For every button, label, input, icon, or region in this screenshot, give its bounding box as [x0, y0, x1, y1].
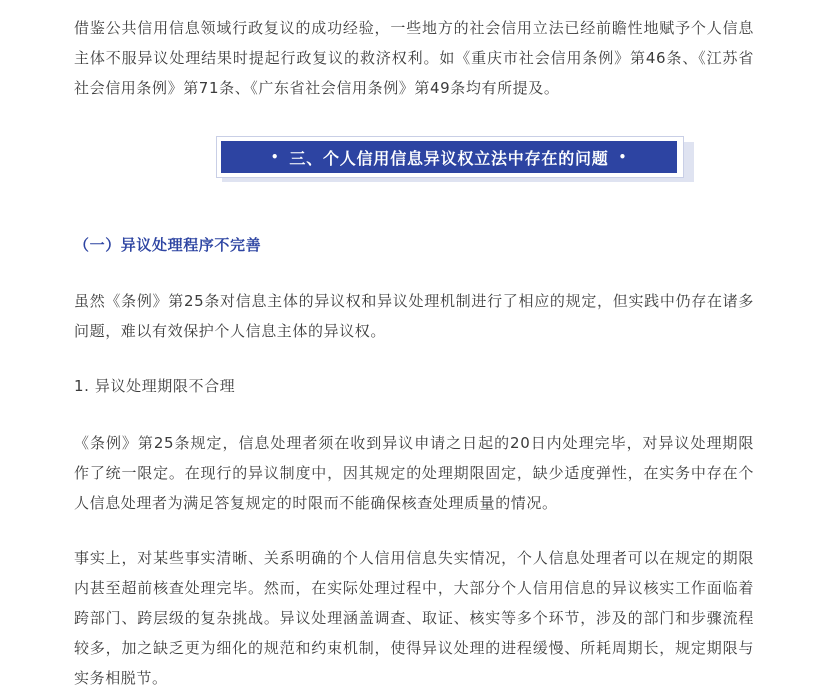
paragraph-practical-challenges: 事实上，对某些事实清晰、关系明确的个人信用信息失实情况，个人信息处理者可以在规定的期限内甚至超前核查处理完毕。然而，在实际处理过程中，大部分个人信用信息的异议核实工作面临着跨部门、跨层级的复杂挑战。异议处理涵盖调查、取证、核实等多个环节，涉及的部门和步骤流程较多，加之缺乏更为细化的规范和约束机制，使得异议处理的进程缓慢、所耗周期长，规定期限与实务相脱节。: [74, 549, 754, 687]
section-heading-box: [216, 136, 694, 186]
bullet-right-icon: •: [618, 150, 628, 164]
paragraph-article-25-issues: 虽然《条例》第25条对信息主体的异议权和异议处理机制进行了相应的规定，但实践中仍存在诸多问题，难以有效保护个人信息主体的异议权。: [74, 292, 754, 340]
subheading-objection-procedure: （一）异议处理程序不完善: [74, 236, 262, 254]
paragraph-administrative-review: 借鉴公共信用信息领域行政复议的成功经验，一些地方的社会信用立法已经前瞻性地赋予个人信息主体不服异议处理结果时提起行政复议的救济权利。如《重庆市社会信用条例》第46条、《江苏省社会信用条例》第71条、《广东省社会信用条例》第49条均有所提及。: [74, 19, 754, 97]
item-heading-deadline: 1. 异议处理期限不合理: [74, 377, 236, 395]
section-heading-frame: [216, 136, 684, 178]
paragraph-20-day-limit: 《条例》第25条规定，信息处理者须在收到异议申请之日起的20日内处理完毕，对异议处理期限作了统一限定。在现行的异议制度中，因其规定的处理期限固定，缺少适度弹性，在实务中存在个人信息处理者为满足答复规定的时限而不能确保核查处理质量的情况。: [74, 434, 754, 512]
section-heading-text: 三、个人信用信息异议权立法中存在的问题: [289, 148, 609, 168]
section-heading: [221, 141, 677, 173]
bullet-left-icon: •: [270, 150, 280, 164]
